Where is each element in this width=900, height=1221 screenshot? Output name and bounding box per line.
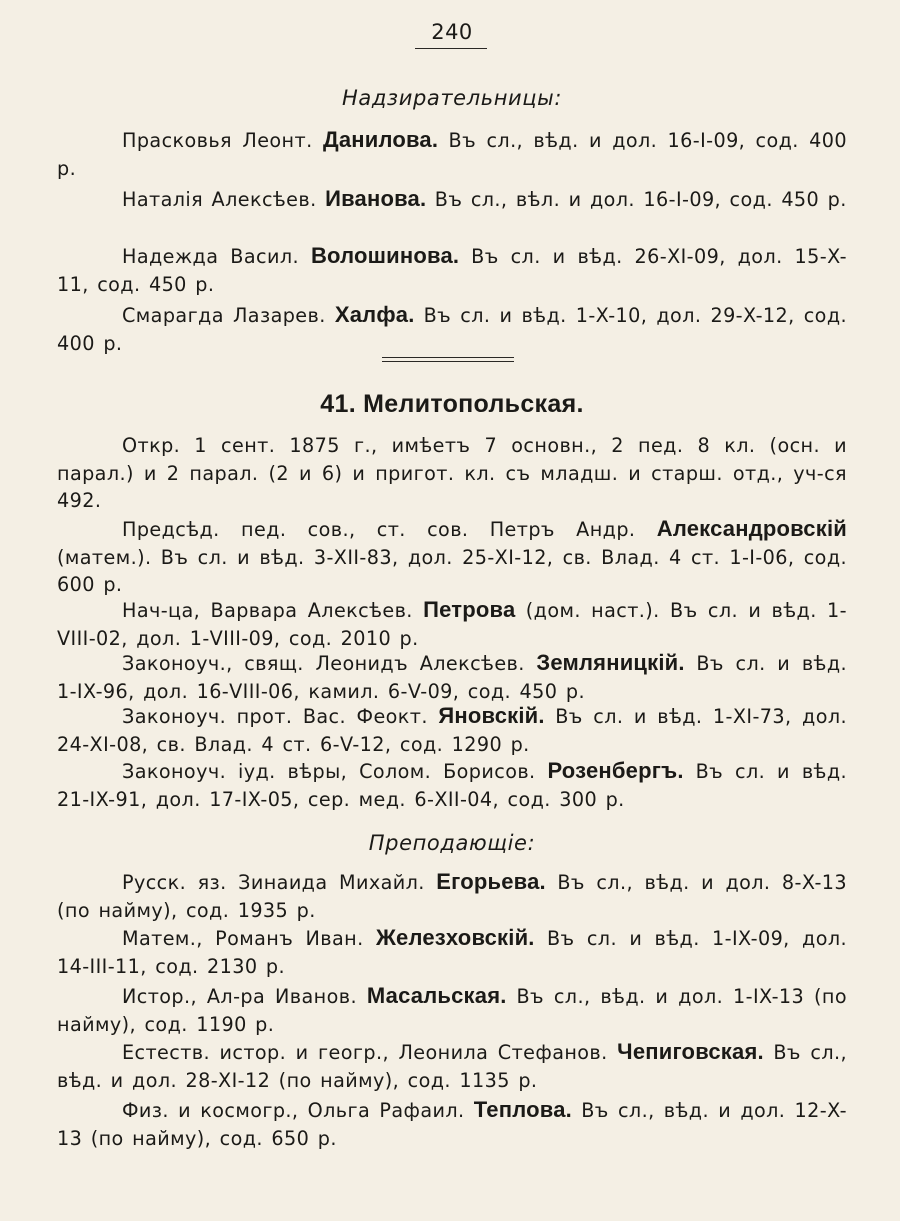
page-number: 240	[431, 20, 473, 44]
surname: Чепиговская.	[617, 1039, 764, 1064]
section-title: 41. Мелитопольская.	[320, 390, 584, 418]
surname: Данилова.	[322, 127, 439, 152]
staff-entry: Предсѣд. пед. сов., ст. сов. Петръ Андр. Александровскій (матем.). Въ сл. и вѣд. 3-XII-83, дол. 25-XI-12, св. Влад. 4 ст. 1-I-06, сод. 600 р.	[57, 516, 847, 596]
surname: Петрова	[423, 597, 516, 622]
surname: Егорьева.	[436, 869, 546, 894]
supervisor-entry: Прасковья Леонт. Данилова. Въ сл., вѣд. и дол. 16-I-09, сод. 400 р.	[57, 127, 848, 180]
surname: Масальская.	[366, 983, 507, 1008]
surname: Розенбергъ.	[547, 758, 684, 783]
staff-entry: Законоуч., свящ. Леонидъ Алексѣев. Земляницкій. Въ сл. и вѣд. 1-IX-96, дол. 16-VIII-06, камил. 6-V-09, сод. 450 р.	[57, 650, 848, 703]
surname: Иванова.	[325, 186, 427, 211]
section-divider	[382, 357, 514, 362]
staff-entry: Законоуч. іуд. вѣры, Солом. Борисов. Розенбергъ. Въ сл. и вѣд. 21-IX-91, дол. 17-IX-05, сер. мед. 6-XII-04, сод. 300 р.	[57, 758, 847, 811]
teacher-entry: Матем., Романъ Иван. Железховскій. Въ сл. и вѣд. 1-IX-09, дол. 14-III-11, сод. 2130 р.	[57, 925, 847, 978]
supervisor-entry: Наталія Алексѣев. Иванова. Въ сл., вѣл. и дол. 16-I-09, сод. 450 р.	[122, 186, 847, 211]
staff-entry: Нач-ца, Варвара Алексѣев. Петрова (дом. наст.). Въ сл. и вѣд. 1-VIII-02, дол. 1-VIII-09, сод. 2010 р.	[57, 597, 847, 650]
surname: Яновскій.	[438, 703, 545, 728]
surname: Теплова.	[473, 1097, 572, 1122]
teacher-entry: Естеств. истор. и геогр., Леонила Стефанов. Чепиговская. Въ сл., вѣд. и дол. 28-XI-12 (по найму), сод. 1135 р.	[57, 1039, 847, 1092]
supervisor-entry: Надежда Васил. Волошинова. Въ сл. и вѣд. 26-XI-09, дол. 15-X-11, сод. 450 р.	[57, 243, 847, 296]
supervisors-heading: Надзирательницы:	[341, 86, 563, 110]
teacher-entry: Русск. яз. Зинаида Михайл. Егорьева. Въ сл., вѣд. и дол. 8-X-13 (по найму), сод. 1935 р.	[57, 869, 847, 922]
surname: Волошинова.	[310, 243, 460, 268]
staff-entry: Законоуч. прот. Вас. Феокт. Яновскій. Въ сл. и вѣд. 1-XI-73, дол. 24-XI-08, св. Влад. 4 ст. 6-V-12, сод. 1290 р.	[57, 703, 847, 756]
page-number-rule	[415, 48, 487, 49]
teacher-entry: Физ. и космогр., Ольга Рафаил. Теплова. Въ сл., вѣд. и дол. 12-X-13 (по найму), сод. 650 р.	[57, 1097, 847, 1150]
document-page	[57, 0, 847, 1221]
surname: Халфа.	[334, 302, 415, 327]
supervisor-entry: Смарагда Лазарев. Халфа. Въ сл. и вѣд. 1-X-10, дол. 29-X-12, сод. 400 р.	[57, 302, 847, 355]
teacher-entry: Истор., Ал-ра Иванов. Масальская. Въ сл., вѣд. и дол. 1-IX-13 (по найму), сод. 1190 р.	[57, 983, 848, 1036]
teachers-heading: Преподающіе:	[368, 831, 536, 855]
surname: Александровскій	[656, 516, 847, 541]
section-intro: Откр. 1 сент. 1875 г., имѣетъ 7 основн., 2 пед. 8 кл. (осн. и парал.) и 2 парал. (2 и 6) и пригот. кл. съ младш. и старш. отд., уч-ся 492.	[57, 434, 847, 512]
surname: Земляницкій.	[536, 650, 685, 675]
surname: Железховскій.	[375, 925, 535, 950]
